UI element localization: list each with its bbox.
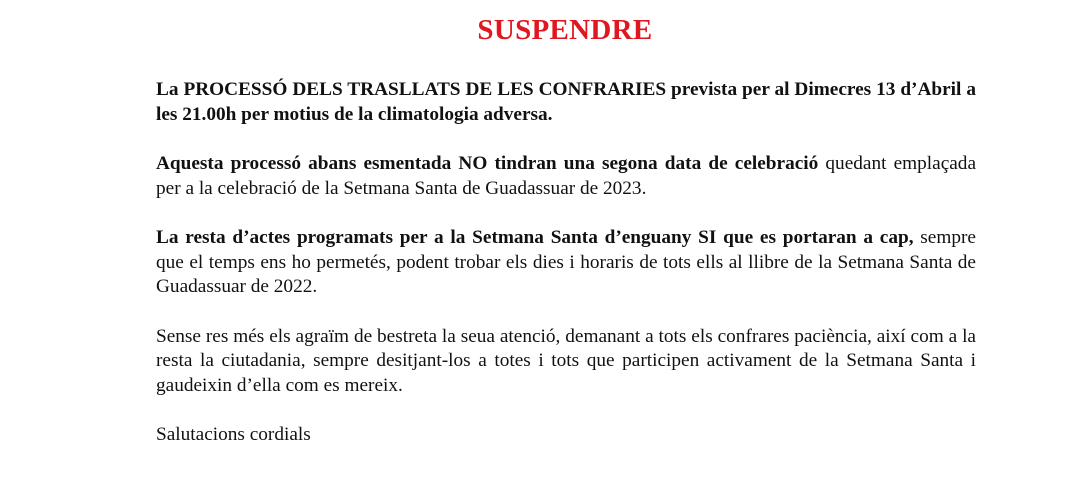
notice-title: SUSPENDRE <box>477 14 653 46</box>
paragraph-no-new-date-bold: Aquesta processó abans esmentada NO tindran una segona data de celebració <box>156 153 819 174</box>
paragraph-no-new-date-text: quedant emplaçada per a la celebració de la Setmana Santa de Guadassuar de 2023. <box>156 153 977 199</box>
paragraph-thanks-text: Sense res més els agraïm de bestreta la seua atenció, demanant a tots els confrares paciència, així com a la resta la ciutadania, sempre desitjant-los a totes i tots que participen activament de la Setmana Santa i gaudeixin d’ella com es mereix. <box>156 325 976 396</box>
closing-salutation: Salutacions cordials <box>156 424 311 445</box>
paragraph-other-acts-text: sempre que el temps ens ho permetés, podent trobar els dies i horaris de tots ells al llibre de la Setmana Santa de Guadassuar de 2022. <box>156 227 976 297</box>
paragraph-no-new-date <box>156 152 976 201</box>
paragraph-procession <box>156 78 976 127</box>
paragraph-thanks <box>156 325 976 399</box>
notice-body <box>156 78 976 448</box>
paragraph-procession-bold: La PROCESSÓ DELS TRASLLATS DE LES CONFRARIES prevista per al Dimecres 13 d’Abril a les 21.00h per motius de la climatologia adversa. <box>156 79 976 125</box>
paragraph-other-acts-bold: La resta d’actes programats per a la Setmana Santa d’enguany SI que es portaran a cap, <box>156 227 914 248</box>
paragraph-other-acts <box>156 226 976 300</box>
